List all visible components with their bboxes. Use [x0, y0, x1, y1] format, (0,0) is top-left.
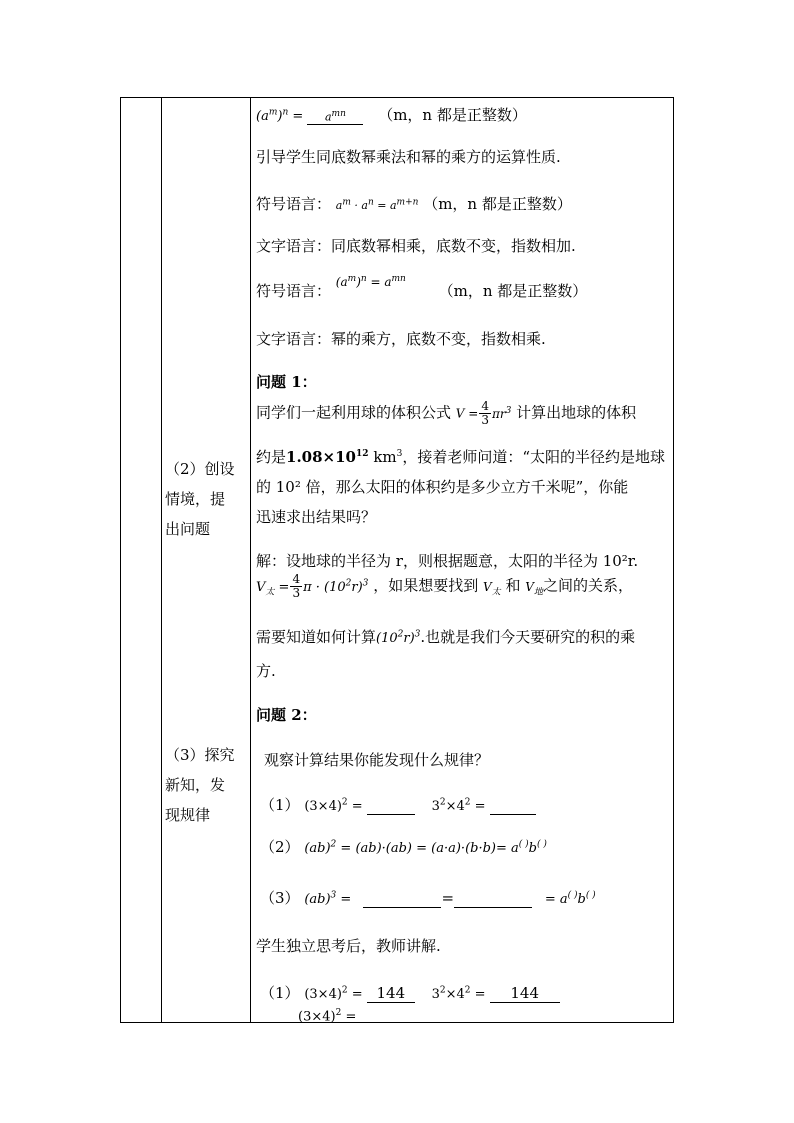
answer-1-continued: $(3\times 4)^2$ = — [298, 1008, 357, 1025]
exercise-2: （2） (ab)$^2$ = (ab)·(ab) = (a·a)·(b·b)= a( )b( ) — [260, 838, 547, 856]
row-label-create-situation: （2）创设 情境，提 出问题 — [165, 460, 235, 538]
question-2-title: 问题 2： — [256, 706, 317, 724]
solution-line-4: 方. — [256, 662, 276, 680]
solution-line-3: 需要知道如何计算$(10^2r)^3$.也就是我们今天要研究的积的乘 — [256, 628, 636, 646]
column-divider-1 — [161, 98, 162, 1022]
symbol-language-1: 符号语言： $a^m \cdot a^n = a^{m+n}$ （m，n 都是正整数） — [256, 195, 572, 213]
symbol-language-2: 符号语言： $(a^m)^n = a^{mn}$ （m，n 都是正整数） — [256, 274, 588, 300]
question-1-title: 问题 1： — [256, 373, 317, 391]
lesson-table — [120, 97, 674, 1023]
guide-text: 引导学生同底数幂乘法和幂的乘方的运算性质. — [256, 148, 561, 166]
question-1-line-1: 同学们一起利用球的体积公式 V = $\frac{4}{3}$ $\pi r^3$ 计算出地球的体积 — [256, 399, 637, 427]
question-1-line-3: 的 10² 倍，那么太阳的体积约是多少立方千米呢”，你能 — [256, 478, 629, 496]
think-text: 学生独立思考后，教师讲解. — [256, 937, 441, 955]
column-divider-2 — [250, 98, 251, 1022]
question-1-line-4: 迅速求出结果吗？ — [256, 508, 377, 526]
question-2-prompt: 观察计算结果你能发现什么规律？ — [264, 751, 490, 769]
question-1-line-2: 约是$1.08\times 10^{12}$ $km^3$，接着老师问道：“太阳的半径约是地球 — [256, 448, 666, 466]
solution-line-1: 解：设地球的半径为 r，则根据题意，太阳的半径为 10²r. — [256, 552, 639, 570]
solution-line-2: $V_太$ = $\frac{4}{3}$ $\pi \cdot (10^2r)^3$ ，如果想要找到 $V_太$ 和 $V_地$之间的关系， — [256, 572, 633, 600]
exercise-3: （3） (ab)$^3$ = = = a( )b( ) — [260, 889, 596, 907]
row-label-explore-new: （3）探究 新知，发 现规律 — [165, 746, 235, 824]
exercise-1: （1） $(3\times 4)^2$ = $3^2\times 4^2$ = — [260, 794, 536, 815]
power-rule-formula: $(a^m)^n = a^{mn}$ （m，n 都是正整数） — [256, 106, 527, 124]
answer-1: （1） $(3\times 4)^2 = 144$ $3^2\times 4^2 = 144$ — [260, 982, 560, 1003]
text-language-2: 文字语言：幂的乘方，底数不变，指数相乘. — [256, 330, 546, 348]
text-language-1: 文字语言：同底数幂相乘，底数不变，指数相加. — [256, 237, 576, 255]
